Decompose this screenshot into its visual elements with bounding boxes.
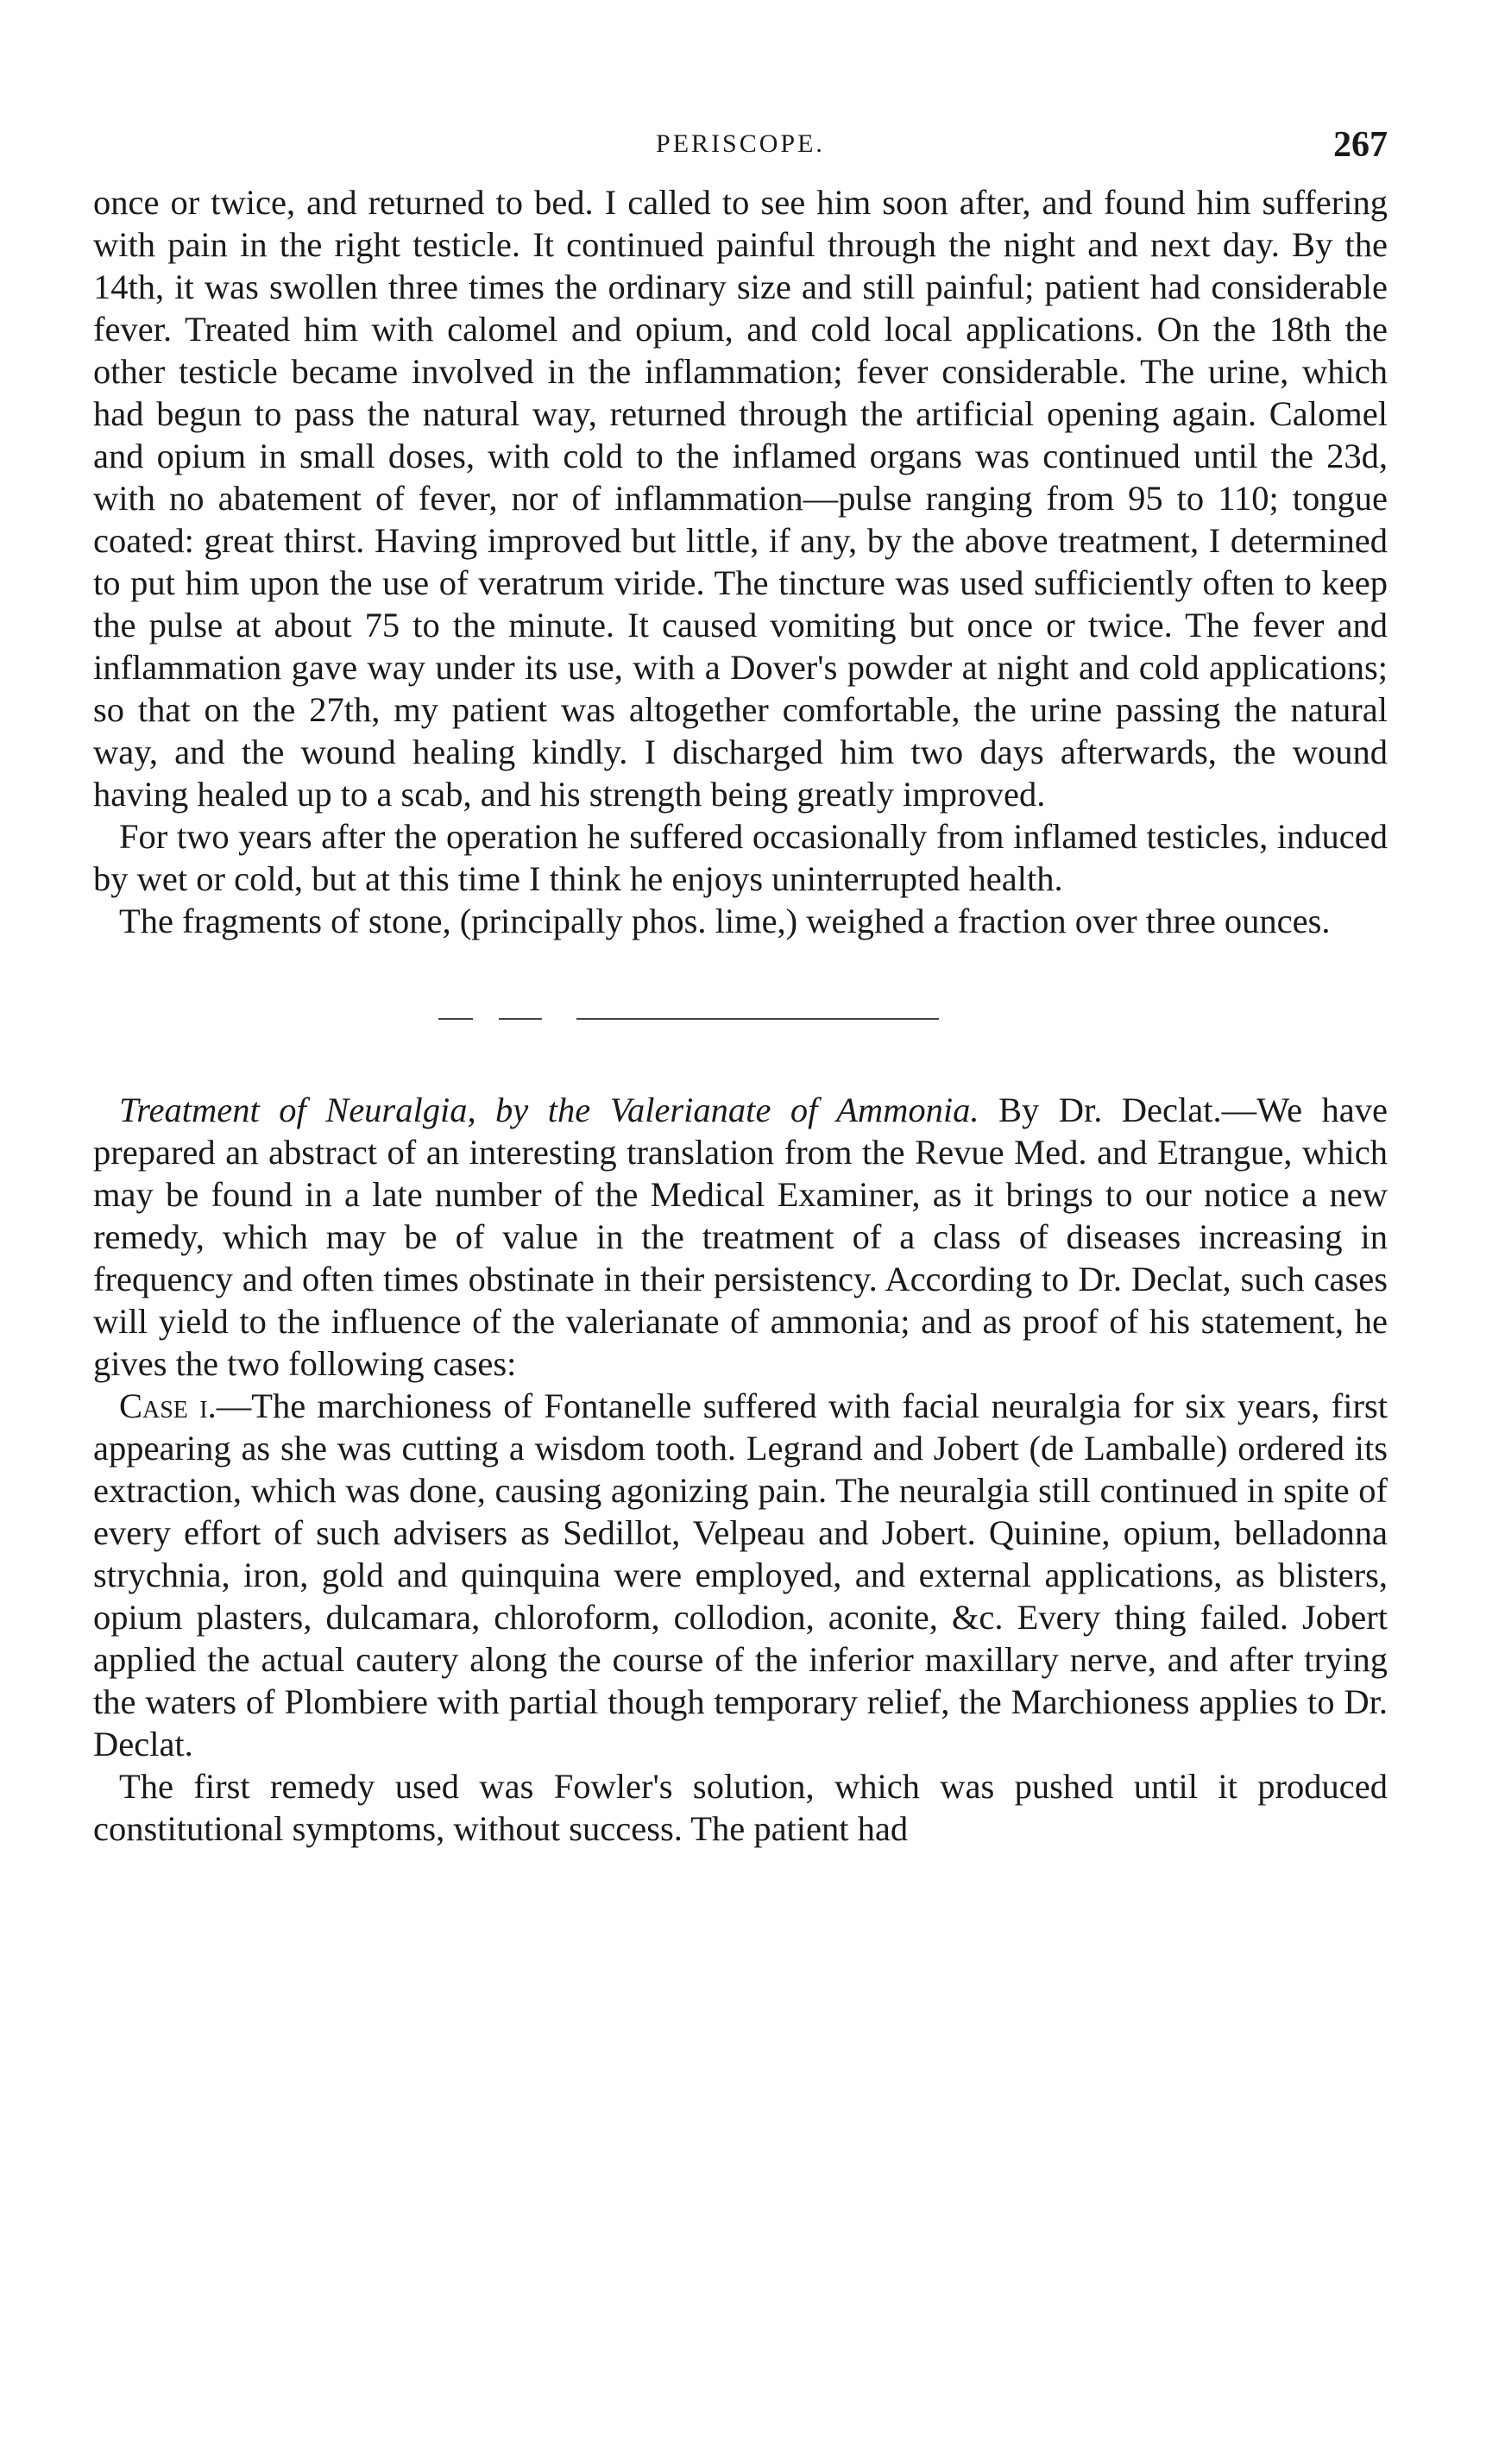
paragraph-case-continuation: once or twice, and returned to bed. I called to see him soon after, and found him suffering with pain in the right testicle. It continued painful through the night and next day. By the 14th, it was swollen three times the ordinary size and still painful; patient had considerable fever. Treated him with calomel and opium, and cold local applications. On the 18th the other testicle became involved in the inflammation; fever considerable. The urine, which had begun to pass the natural way, returned through the artificial opening again. Calomel and opium in small doses, with cold to the inflamed organs was continued until the 23d, with no abatement of fever, nor of inflammation—pulse ranging from 95 to 110; tongue coated: great thirst. Having improved but little, if any, by the above treatment, I determined to put him upon the use of veratrum viride. The tincture was used sufficiently often to keep the pulse at about 75 to the minute. It caused vomiting but once or twice. The fever and inflammation gave way under its use, with a Dover's powder at night and cold applications; so that on the 27th, my patient was altogether comfortable, the urine passing the natural way, and the wound healing kindly. I discharged him two days afterwards, the wound having healed up to a scab, and his strength being greatly improved.	[93, 183, 1388, 814]
article-intro	[93, 1089, 1388, 1385]
running-header	[93, 125, 1388, 181]
article-intro-text: By Dr. Declat.—We have prepared an abstract of an interesting translation from the Revue Med. and Etrangue, which may be found in a late number of the Medical Examiner, as it brings to our notice a new remedy, which may be of value in the treatment of a class of diseases increasing in frequency and often times obstinate in their persistency. According to Dr. Declat, such cases will yield to the influence of the valerianate of ammonia; and as proof of his statement, he gives the two following cases:	[93, 1091, 1388, 1383]
case-one-paragraph	[93, 1385, 1388, 1765]
main-text	[93, 181, 1388, 942]
paragraph-stone-fragments: The fragments of stone, (principally phos. lime,) weighed a fraction over three ounces.	[119, 902, 1331, 940]
separator-rule-segment	[499, 1018, 542, 1020]
page-number: 267	[1333, 125, 1388, 165]
paragraph-first-remedy: The first remedy used was Fowler's solution, which was pushed until it produced constitutional symptoms, without success. The patient had	[93, 1767, 1388, 1848]
separator-rule-segment	[576, 1018, 939, 1020]
paragraph-aftermath: For two years after the operation he suffered occasionally from inflamed testicles, induced by wet or cold, but at this time I think he enjoys uninterrupted health.	[93, 817, 1388, 898]
article-text	[93, 1089, 1388, 1850]
case-one-text: —The marchioness of Fontanelle suffered with facial neuralgia for six years, first appearing as she was cutting a wisdom tooth. Legrand and Jobert (de Lamballe) ordered its extraction, which was done, causing agonizing pain. The neuralgia still continued in spite of every effort of such advisers as Sedillot, Velpeau and Jobert. Quinine, opium, belladonna strychnia, iron, gold and quinquina were employed, and external applications, as blisters, opium plasters, dulcamara, chloroform, collodion, aconite, &c. Every thing failed. Jobert applied the actual cautery along the course of the inferior maxillary nerve, and after trying the waters of Plombiere with partial though temporary relief, the Marchioness applies to Dr. Declat.	[93, 1386, 1389, 1763]
case-label: Case i.	[119, 1386, 217, 1425]
document-page	[93, 125, 1389, 1850]
article-title: Treatment of Neuralgia, by the Valerianate of Ammonia.	[119, 1091, 979, 1129]
separator-rule-segment	[438, 1018, 473, 1020]
running-title: PERISCOPE.	[656, 129, 825, 158]
section-separator	[93, 942, 1388, 1089]
